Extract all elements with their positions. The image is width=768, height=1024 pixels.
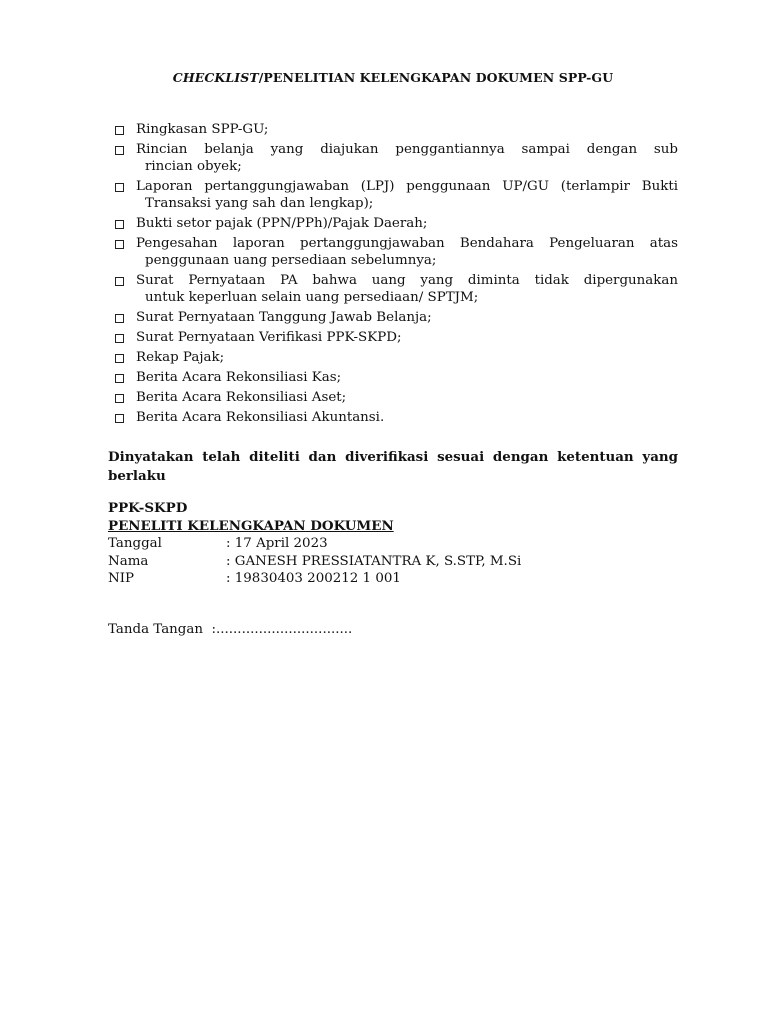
verification-statement-line: Dinyatakan telah diteliti dan diverifikasi sesuai dengan ketentuan yang bbox=[108, 449, 678, 465]
checklist-item-continuation: Transaksi yang sah dan lengkap); bbox=[145, 196, 374, 211]
checklist-item-continuation: penggunaan uang persediaan sebelumnya; bbox=[145, 253, 437, 268]
document-title bbox=[108, 70, 678, 85]
checklist-item bbox=[114, 215, 678, 232]
field-name-label: Nama bbox=[108, 553, 149, 569]
signature-line bbox=[108, 622, 352, 637]
field-date bbox=[108, 535, 521, 553]
field-name bbox=[108, 553, 521, 571]
checklist-item-text: Rekap Pajak; bbox=[136, 350, 225, 365]
verification-statement bbox=[108, 448, 678, 486]
checkbox-icon bbox=[115, 334, 124, 343]
checklist-item bbox=[114, 369, 678, 386]
checklist-item bbox=[114, 349, 678, 366]
field-nip-value: : 19830403 200212 1 001 bbox=[226, 571, 401, 586]
checkbox-icon bbox=[115, 240, 124, 249]
field-name-value: : GANESH PRESSIATANTRA K, S.STP, M.Si bbox=[226, 553, 522, 569]
checkbox-icon bbox=[115, 394, 124, 403]
checklist-item-text: Laporan pertanggungjawaban (LPJ) penggunaan UP/GU (terlampir Bukti bbox=[136, 179, 678, 194]
checklist-item bbox=[114, 409, 678, 426]
checkbox-icon bbox=[115, 354, 124, 363]
checklist-item bbox=[114, 141, 678, 175]
checklist-item-text: Ringkasan SPP-GU; bbox=[136, 122, 269, 137]
checklist-item-text: Pengesahan laporan pertanggungjawaban Bendahara Pengeluaran atas bbox=[136, 236, 678, 251]
checklist-item-continuation: rincian obyek; bbox=[145, 159, 242, 174]
checkbox-icon bbox=[115, 146, 124, 155]
checkbox-icon bbox=[115, 414, 124, 423]
field-nip bbox=[108, 570, 521, 588]
checklist-item-text: Surat Pernyataan Verifikasi PPK-SKPD; bbox=[136, 330, 402, 345]
checklist-item-text: Berita Acara Rekonsiliasi Kas; bbox=[136, 370, 342, 385]
checklist-item bbox=[114, 235, 678, 269]
checklist-item bbox=[114, 272, 678, 306]
checklist-item-text: Rincian belanja yang diajukan penggantiannya sampai dengan sub bbox=[136, 142, 678, 157]
checklist-item bbox=[114, 329, 678, 346]
signatory-block bbox=[108, 500, 521, 588]
checklist-item-text: Surat Pernyataan PA bahwa uang yang diminta tidak dipergunakan bbox=[136, 273, 678, 288]
checklist-item bbox=[114, 389, 678, 406]
checkbox-icon bbox=[115, 126, 124, 135]
field-nip-label: NIP bbox=[108, 571, 135, 586]
signatory-subrole: PENELITI KELENGKAPAN DOKUMEN bbox=[108, 517, 394, 534]
signatory-role: PPK-SKPD bbox=[108, 500, 188, 516]
signature-value: :................................ bbox=[211, 622, 353, 637]
title-italic-part: CHECKLIST bbox=[172, 70, 259, 85]
field-date-label: Tanggal bbox=[108, 536, 162, 551]
checklist-item bbox=[114, 121, 678, 138]
checklist-item bbox=[114, 309, 678, 326]
checklist-item-text: Berita Acara Rekonsiliasi Aset; bbox=[136, 390, 347, 405]
checkbox-icon bbox=[115, 183, 124, 192]
checkbox-icon bbox=[115, 220, 124, 229]
checklist-item-continuation: untuk keperluan selain uang persediaan/ SPTJM; bbox=[145, 290, 479, 305]
checklist-item-text: Surat Pernyataan Tanggung Jawab Belanja; bbox=[136, 310, 432, 325]
checklist-item bbox=[114, 178, 678, 212]
field-date-value: : 17 April 2023 bbox=[226, 536, 328, 551]
checklist-item-text: Bukti setor pajak (PPN/PPh)/Pajak Daerah; bbox=[136, 216, 428, 231]
title-rest: /PENELITIAN KELENGKAPAN DOKUMEN SPP-GU bbox=[258, 70, 614, 85]
verification-statement-line: berlaku bbox=[108, 468, 166, 484]
document-checklist bbox=[114, 121, 678, 429]
signature-label: Tanda Tangan bbox=[108, 622, 203, 637]
checkbox-icon bbox=[115, 277, 124, 286]
checkbox-icon bbox=[115, 374, 124, 383]
checklist-item-text: Berita Acara Rekonsiliasi Akuntansi. bbox=[136, 410, 385, 425]
checkbox-icon bbox=[115, 314, 124, 323]
